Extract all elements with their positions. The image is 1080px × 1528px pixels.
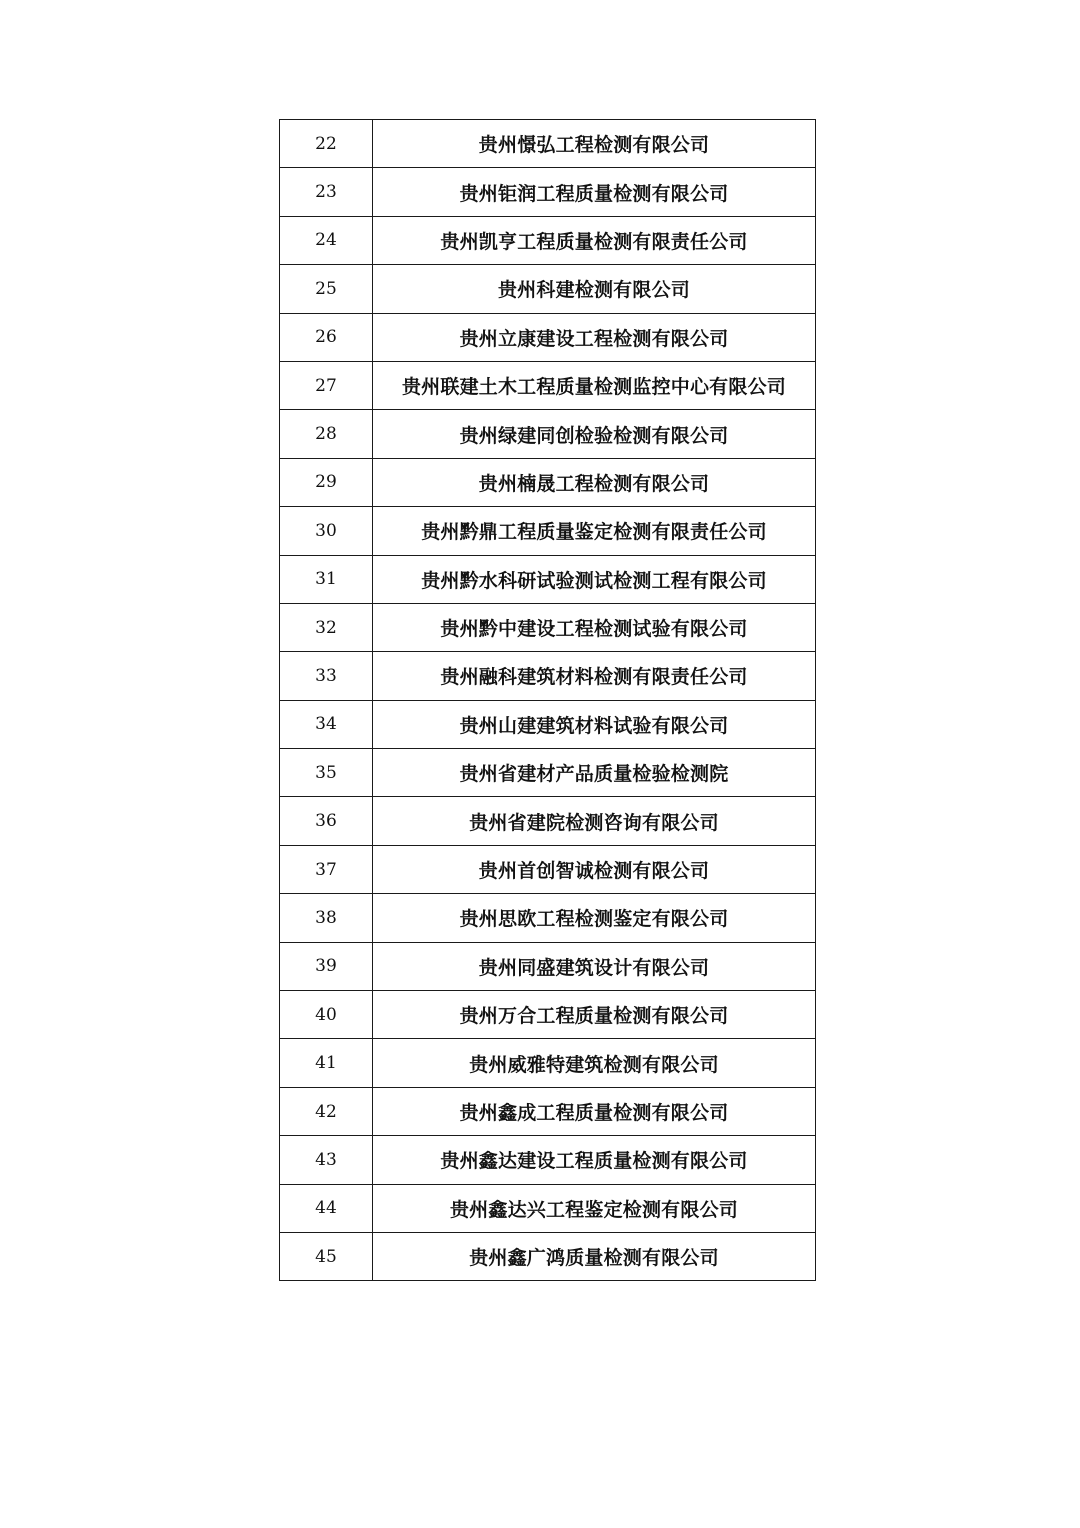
row-number: 40 [280, 991, 373, 1039]
row-number: 44 [280, 1184, 373, 1232]
row-number: 45 [280, 1232, 373, 1280]
company-name: 贵州立康建设工程检测有限公司 [373, 313, 816, 361]
company-name: 贵州首创智诚检测有限公司 [373, 845, 816, 893]
row-number: 23 [280, 168, 373, 216]
table-body [280, 120, 816, 1281]
row-number: 24 [280, 216, 373, 264]
company-list-table [279, 119, 816, 1281]
company-name: 贵州鑫成工程质量检测有限公司 [373, 1087, 816, 1135]
company-name: 贵州山建建筑材料试验有限公司 [373, 700, 816, 748]
row-number: 34 [280, 700, 373, 748]
company-name: 贵州黔水科研试验测试检测工程有限公司 [373, 555, 816, 603]
table-row [280, 700, 816, 748]
table-row [280, 555, 816, 603]
row-number: 32 [280, 603, 373, 651]
row-number: 26 [280, 313, 373, 361]
table-row [280, 797, 816, 845]
table-row [280, 265, 816, 313]
company-name: 贵州凯亨工程质量检测有限责任公司 [373, 216, 816, 264]
row-number: 35 [280, 749, 373, 797]
table-row [280, 216, 816, 264]
company-name: 贵州鑫达建设工程质量检测有限公司 [373, 1136, 816, 1184]
row-number: 31 [280, 555, 373, 603]
row-number: 43 [280, 1136, 373, 1184]
table-row [280, 1039, 816, 1087]
table-row [280, 507, 816, 555]
table-row [280, 749, 816, 797]
row-number: 29 [280, 458, 373, 506]
company-name: 贵州憬弘工程检测有限公司 [373, 120, 816, 168]
table-row [280, 894, 816, 942]
table-row [280, 1087, 816, 1135]
company-name: 贵州楠晟工程检测有限公司 [373, 458, 816, 506]
table-row [280, 361, 816, 409]
table-row [280, 1184, 816, 1232]
company-name: 贵州联建土木工程质量检测监控中心有限公司 [373, 361, 816, 409]
table-row [280, 1136, 816, 1184]
row-number: 41 [280, 1039, 373, 1087]
company-name: 贵州省建院检测咨询有限公司 [373, 797, 816, 845]
table-row [280, 1232, 816, 1280]
row-number: 39 [280, 942, 373, 990]
table-row [280, 168, 816, 216]
company-name: 贵州威雅特建筑检测有限公司 [373, 1039, 816, 1087]
row-number: 27 [280, 361, 373, 409]
company-name: 贵州绿建同创检验检测有限公司 [373, 410, 816, 458]
company-name: 贵州融科建筑材料检测有限责任公司 [373, 652, 816, 700]
table-row [280, 652, 816, 700]
row-number: 33 [280, 652, 373, 700]
table-row [280, 458, 816, 506]
company-name: 贵州黔中建设工程检测试验有限公司 [373, 603, 816, 651]
row-number: 42 [280, 1087, 373, 1135]
row-number: 22 [280, 120, 373, 168]
row-number: 30 [280, 507, 373, 555]
table-row [280, 942, 816, 990]
table-row [280, 603, 816, 651]
row-number: 37 [280, 845, 373, 893]
company-name: 贵州黔鼎工程质量鉴定检测有限责任公司 [373, 507, 816, 555]
company-name: 贵州鑫达兴工程鉴定检测有限公司 [373, 1184, 816, 1232]
company-name: 贵州钜润工程质量检测有限公司 [373, 168, 816, 216]
row-number: 38 [280, 894, 373, 942]
table-row [280, 845, 816, 893]
table-row [280, 313, 816, 361]
table-row [280, 991, 816, 1039]
company-name: 贵州鑫广鸿质量检测有限公司 [373, 1232, 816, 1280]
table-row [280, 120, 816, 168]
company-name: 贵州省建材产品质量检验检测院 [373, 749, 816, 797]
row-number: 28 [280, 410, 373, 458]
company-name: 贵州科建检测有限公司 [373, 265, 816, 313]
company-name: 贵州万合工程质量检测有限公司 [373, 991, 816, 1039]
row-number: 25 [280, 265, 373, 313]
company-name: 贵州同盛建筑设计有限公司 [373, 942, 816, 990]
table-row [280, 410, 816, 458]
company-name: 贵州思欧工程检测鉴定有限公司 [373, 894, 816, 942]
row-number: 36 [280, 797, 373, 845]
